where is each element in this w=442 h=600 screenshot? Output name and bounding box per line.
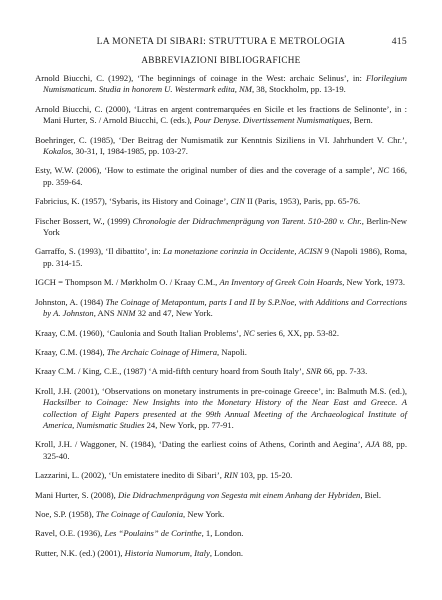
page-number: 415: [391, 36, 407, 47]
entry-text: Rutter, N.K. (ed.) (2001),: [35, 547, 125, 558]
entry-text: 32 and 47, New York.: [135, 308, 213, 319]
entry-text: Arnold Biucchi, C. (2000), ‘Litras en argent contremarquées en Sicile et les fractions de Selinonte’, in : Mani Hurter, S. / Arnold Biucchi, C. (eds.),: [35, 103, 407, 126]
bibliography-entry: [35, 439, 407, 462]
entry-title-italic: Les “Poulains” de Corinthe: [104, 528, 202, 539]
entry-title-italic: An Inventory of Greek Coin Hoards: [219, 277, 343, 288]
entry-text: 24, New York, pp. 77-91.: [144, 419, 234, 430]
bibliography-entry: [35, 277, 407, 288]
bibliography-entry: [35, 470, 407, 481]
running-head: [35, 36, 407, 50]
entry-title-italic: La monetazione corinzia in Occidente, ACISN: [163, 246, 323, 257]
entry-text: Mani Hurter, S. (2008),: [35, 489, 118, 500]
entry-text: Garraffo, S. (1993), ‘Il dibattito’, in:: [35, 246, 164, 257]
entry-text: , New York, 1973.: [342, 277, 406, 288]
entry-text: 66, pp. 7-33.: [321, 366, 368, 377]
entry-title-italic: Chronologie der Didrachmenprägung von Tarent. 510-280 v. Chr.: [132, 215, 362, 226]
entry-title-italic: RIN: [224, 470, 238, 481]
entry-text: Esty, W.W. (2006), ‘How to estimate the original number of dies and the coverage of a sample’,: [35, 165, 378, 176]
bibliography-entry: [35, 165, 407, 188]
entry-text: , New York.: [183, 508, 225, 519]
entry-text: 88, pp. 325-40.: [43, 439, 407, 461]
running-title: LA MONETA DI SIBARI: STRUTTURA E METROLOGIA: [96, 36, 346, 47]
bibliography-entry: [35, 548, 407, 559]
entry-text: , ANS: [93, 308, 117, 319]
entry-text: 9 (Napoli 1986), Roma, pp. 314-15.: [43, 246, 407, 268]
entry-title-italic: The Coinage of Metapontum, parts I and II by S.P.Noe, with Additions and Corrections by A. Johnston: [43, 296, 408, 319]
entry-text: , 30-31, I, 1984-1985, pp. 103-27.: [71, 146, 188, 157]
section-title: ABBREVIAZIONI BIBLIOGRAFICHE: [141, 55, 301, 65]
bibliography-entry: [35, 328, 407, 339]
bibliography-entry: [35, 135, 407, 158]
entry-title-italic: Die Didrachmenprägung von Segesta mit einem Anhang der Hybriden: [117, 489, 361, 500]
entry-text: Ravel, O.E. (1936),: [35, 528, 105, 539]
entry-text: IGCH = Thompson M. / Mørkholm O. / Kraay C.M.,: [35, 277, 220, 288]
entry-text: , Napoli.: [217, 346, 247, 357]
entry-text: Boehringer, C. (1985), ‘Der Beitrag der Numismatik zur Kenntnis Siziliens in VI. Jahrhundert V. Chr.’,: [35, 134, 407, 145]
bibliography-entry: [35, 490, 407, 501]
entry-text: , Biel.: [360, 489, 382, 500]
entry-title-italic: Florilegium Numismaticum. Studia in honorem U. Westermark edita, NM: [43, 73, 407, 95]
bibliography-list: [35, 73, 407, 559]
entry-title-italic: NC: [243, 327, 255, 338]
entry-text: , 1, London.: [201, 528, 244, 539]
entry-title-italic: AJA: [365, 439, 380, 450]
entry-text: series 6, XX, pp. 53-82.: [254, 327, 340, 338]
bibliography-entry: [35, 528, 407, 539]
bibliography-entry: [35, 216, 407, 239]
entry-text: Johnston, A. (1984): [35, 296, 106, 307]
entry-text: , London.: [209, 547, 244, 558]
entry-title-italic: NC: [377, 165, 390, 176]
entry-title-italic: Historia Numorum, Italy: [124, 547, 210, 558]
entry-title-italic: Pour Denyse. Divertissement Numismatiques: [193, 115, 350, 126]
entry-text: 103, pp. 15-20.: [237, 470, 293, 481]
entry-text: Kroll, J.H. (2001), ‘Observations on monetary instruments in pre-coinage Greece’, in: Balmuth M.S. (ed.),: [35, 385, 407, 396]
bibliography-entry: [35, 366, 407, 377]
entry-text: 166, pp. 359-64.: [43, 165, 407, 187]
entry-title-italic: Hacksilber to Coinage: New Insights into the Monetary History of the Near East and Greece. A collection of Eight Papers presented at the 99th Annual Meeting of the Archaeological Institute of America, Numismatic Studies: [43, 397, 407, 430]
entry-title-italic: Kokalos: [43, 146, 72, 157]
bibliography-entry: [35, 104, 407, 127]
entry-text: Fischer Bossert, W., (1999): [35, 215, 133, 226]
bibliography-entry: [35, 347, 407, 358]
entry-text: Noe, S.P. (1958),: [35, 508, 96, 519]
entry-text: Lazzarini, L. (2002), ‘Un emistatere inedito di Sibari’,: [35, 470, 224, 481]
entry-title-italic: CIN: [230, 196, 245, 207]
bibliography-entry: [35, 509, 407, 520]
entry-text: Kraay, C.M. (1960), ‘Caulonia and South Italian Problems’,: [35, 327, 244, 338]
entry-text: , Bern.: [349, 115, 373, 126]
entry-title-italic: SNR: [306, 366, 322, 377]
bibliography-entry: [35, 297, 407, 320]
entry-title-italic: The Archaic Coinage of Himera: [106, 346, 218, 357]
bibliography-entry: [35, 73, 407, 96]
entry-text: , 38, Stockholm, pp. 13-19.: [251, 84, 346, 95]
entry-text: Kraay, C.M. (1984),: [35, 346, 107, 357]
entry-text: Kroll, J.H. / Waggoner, N. (1984), ‘Dating the earliest coins of Athens, Corinth and Aegina’,: [35, 439, 366, 450]
entry-title-italic: NNM: [116, 308, 136, 319]
bibliography-entry: [35, 246, 407, 269]
entry-text: Arnold Biucchi, C. (1992), ‘The beginnings of coinage in the West: archaic Selinus’, in:: [35, 73, 366, 83]
bibliography-entry: [35, 196, 407, 207]
entry-text: , Berlin-New York: [43, 215, 407, 238]
entry-title-italic: The Coinage of Caulonia: [95, 508, 184, 519]
entry-text: Fabricius, K. (1957), ‘Sybaris, its History and Coinage’,: [35, 196, 231, 207]
entry-text: Kraay C.M. / King, C.E., (1987) ‘A mid-fifth century hoard from South Italy’,: [35, 366, 307, 377]
entry-text: II (Paris, 1953), Paris, pp. 65-76.: [244, 196, 361, 207]
bibliography-entry: [35, 386, 407, 432]
